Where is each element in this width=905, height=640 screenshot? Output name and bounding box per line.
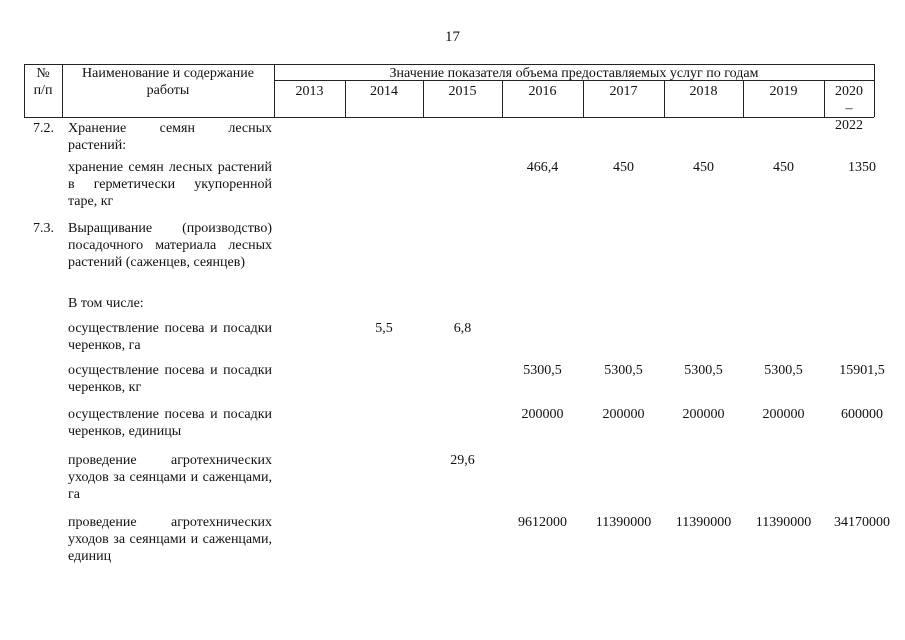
row-value: 1350 <box>848 160 876 175</box>
row-value: 5300,5 <box>523 363 562 378</box>
row-value: 15901,5 <box>839 363 885 378</box>
row-text: проведение агротехнических уходов за сеянцами и саженцами, га <box>68 453 272 502</box>
row-value: 29,6 <box>450 453 475 468</box>
header-year: 2019 <box>769 84 798 99</box>
row-value: 5300,5 <box>604 363 643 378</box>
row-value: 11390000 <box>675 515 732 530</box>
row-value: 450 <box>773 160 794 175</box>
header-no-label: № <box>36 66 50 81</box>
row-value: 5300,5 <box>764 363 803 378</box>
page-number: 17 <box>445 29 460 45</box>
row-value: 11390000 <box>595 515 652 530</box>
row-value: 200000 <box>682 407 725 422</box>
row-value: 34170000 <box>834 515 890 530</box>
header-no-sub: п/п <box>33 83 53 98</box>
row-number: 7.2. <box>33 121 54 136</box>
row-value: 600000 <box>841 407 883 422</box>
row-text: осуществление посева и посадки черенков, га <box>68 321 272 353</box>
header-year: 2015 <box>448 84 477 99</box>
row-value: 11390000 <box>755 515 812 530</box>
header-year: 2017 <box>609 84 638 99</box>
header-bottom-rule <box>24 117 874 118</box>
row-value: 5300,5 <box>684 363 723 378</box>
row-value: 9612000 <box>518 515 567 530</box>
row-value: 200000 <box>762 407 805 422</box>
row-value: 200000 <box>602 407 645 422</box>
row-text: проведение агротехнических уходов за сеянцами и саженцами, единиц <box>68 515 272 564</box>
row-value: 450 <box>613 160 634 175</box>
row-text: осуществление посева и посадки черенков, единицы <box>68 407 272 439</box>
header-year: 2018 <box>689 84 718 99</box>
header-year: 2013 <box>295 84 324 99</box>
row-text: Хранение семян лесных растений: <box>68 121 272 153</box>
header-divider <box>874 64 875 117</box>
header-year: 2020 – 2022 <box>835 84 863 133</box>
row-text: хранение семян лесных растений в герметически укупоренной таре, кг <box>68 160 272 209</box>
row-value: 466,4 <box>526 160 559 175</box>
header-name-label: Наименование и содержание работы <box>82 66 254 98</box>
header-year: 2014 <box>370 84 398 99</box>
header-values-label: Значение показателя объема предоставляемых услуг по годам <box>389 66 759 81</box>
row-text: В том числе: <box>68 296 144 311</box>
header-year: 2016 <box>528 84 557 99</box>
row-value: 5,5 <box>375 321 393 336</box>
row-value: 6,8 <box>453 321 472 336</box>
row-value: 200000 <box>521 407 564 422</box>
row-value: 450 <box>693 160 714 175</box>
header-divider <box>62 64 63 117</box>
row-number: 7.3. <box>33 221 54 236</box>
row-text: осуществление посева и посадки черенков, кг <box>68 363 272 395</box>
row-text: Выращивание (производство) посадочного материала лесных растений (саженцев, сеянцев) <box>68 221 272 270</box>
header-divider <box>824 80 825 117</box>
